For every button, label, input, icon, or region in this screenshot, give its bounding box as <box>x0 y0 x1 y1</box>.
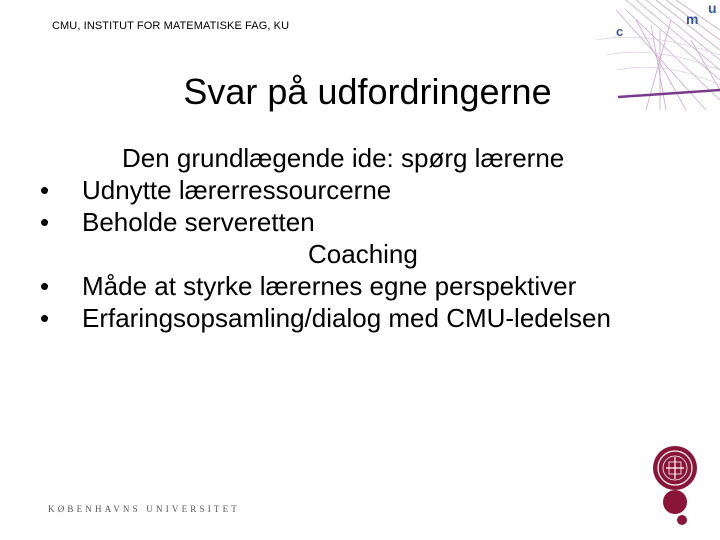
bullet-marker: • <box>40 175 50 205</box>
bullet-marker: • <box>40 303 50 333</box>
bullet-text: Erfaringsopsamling/dialog med CMU-ledelsen <box>82 303 611 333</box>
seal-dot-large <box>663 490 687 514</box>
university-footer: KØBENHAVNS UNIVERSITET <box>48 504 240 514</box>
bullet-marker: • <box>40 207 50 237</box>
section-text: Coaching <box>308 239 418 269</box>
university-seal <box>652 445 698 525</box>
intro-line <box>122 142 564 174</box>
logo-letter-m: m <box>686 11 699 27</box>
logo-letter-u: u <box>708 0 717 16</box>
logo-letter-c: c <box>616 24 624 39</box>
bullet-text: Beholde serveretten <box>82 207 315 237</box>
bullet-text: Måde at styrke lærernes egne perspektiver <box>82 271 577 301</box>
slide-title: Svar på udfordringerne <box>183 71 552 112</box>
institute-header: CMU, INSTITUT FOR MATEMATISKE FAG, KU <box>52 20 290 32</box>
bullet-marker: • <box>40 271 50 301</box>
bullet-text: Udnytte lærerressourcerne <box>82 175 392 205</box>
seal-dot-small <box>677 515 687 525</box>
intro-text: Den grundlægende ide: spørg lærerne <box>122 143 565 173</box>
section-line <box>308 238 418 270</box>
